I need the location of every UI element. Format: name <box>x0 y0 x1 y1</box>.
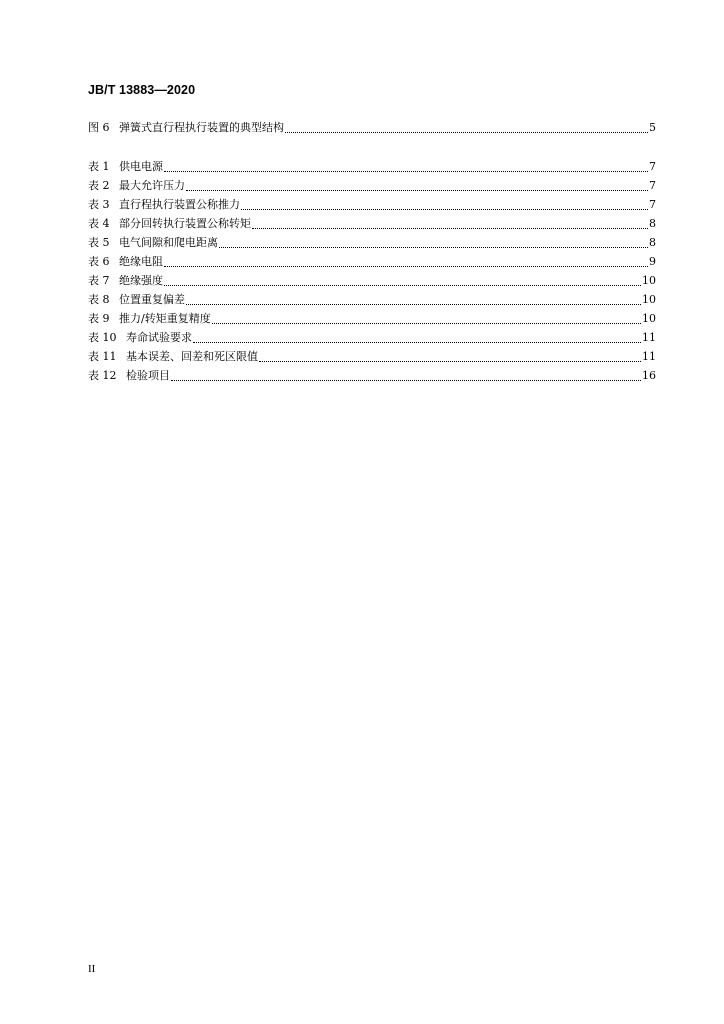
toc-entry-page: 9 <box>649 255 656 268</box>
toc-entry <box>88 272 656 290</box>
toc-entry-title: 位置重复偏差 <box>119 293 185 306</box>
toc-entry-page: 10 <box>642 293 656 306</box>
toc-entry-number: 图 6 <box>88 121 110 134</box>
toc-entry <box>88 158 656 176</box>
toc-entry <box>88 196 656 214</box>
toc-entry-number: 表 6 <box>88 255 110 268</box>
leader-dots <box>285 123 648 133</box>
leader-dots <box>186 295 641 305</box>
toc-entry <box>88 215 656 233</box>
leader-dots <box>164 257 648 267</box>
leader-dots <box>241 200 648 210</box>
toc-entry <box>88 291 656 309</box>
standard-number: JB/T 13883—2020 <box>88 83 196 97</box>
toc-entry-page: 11 <box>642 350 656 363</box>
toc-entry-number: 表 8 <box>88 293 110 306</box>
toc-entry-number: 表 3 <box>88 198 110 211</box>
toc-entry-page: 7 <box>649 198 656 211</box>
toc-entry-page: 11 <box>642 331 656 344</box>
toc-entry-number: 表 4 <box>88 217 110 230</box>
toc-entry <box>88 177 656 195</box>
toc-entry <box>88 329 656 347</box>
toc-entry-title: 推力/转矩重复精度 <box>119 312 211 325</box>
toc-entry <box>88 348 656 366</box>
toc-entry-number: 表 10 <box>88 331 117 344</box>
toc-entry-title: 基本误差、回差和死区限值 <box>126 350 258 363</box>
toc-entry-page: 16 <box>642 369 656 382</box>
toc-entry <box>88 234 656 252</box>
page-number: II <box>88 963 96 975</box>
toc-entry <box>88 310 656 328</box>
toc-entry-title: 寿命试验要求 <box>126 331 192 344</box>
leader-dots <box>259 352 641 362</box>
toc-entry-title: 绝缘强度 <box>119 274 163 287</box>
toc-entry-number: 表 11 <box>88 350 117 363</box>
toc-entry-page: 5 <box>649 121 656 134</box>
toc-entry-title: 电气间隙和爬电距离 <box>119 236 218 249</box>
toc-entry-number: 表 12 <box>88 369 117 382</box>
toc-entry-title: 弹簧式直行程执行装置的典型结构 <box>119 121 284 134</box>
toc-entry-page: 10 <box>642 274 656 287</box>
toc-entry-page: 7 <box>649 160 656 173</box>
toc-entry-number: 表 2 <box>88 179 110 192</box>
toc-entry-number: 表 1 <box>88 160 110 173</box>
leader-dots <box>164 162 648 172</box>
leader-dots <box>164 276 641 286</box>
toc-entry-page: 8 <box>649 236 656 249</box>
leader-dots <box>212 314 641 324</box>
toc-entry-title: 部分回转执行装置公称转矩 <box>119 217 251 230</box>
toc-entry-page: 7 <box>649 179 656 192</box>
leader-dots <box>193 333 641 343</box>
toc-entry <box>88 253 656 271</box>
toc-entry-title: 绝缘电阻 <box>119 255 163 268</box>
toc-entry-page: 10 <box>642 312 656 325</box>
toc-entry-title: 检验项目 <box>126 369 170 382</box>
leader-dots <box>186 181 648 191</box>
leader-dots <box>219 238 648 248</box>
leader-dots <box>171 371 641 381</box>
toc-entry-title: 供电电源 <box>119 160 163 173</box>
toc-entry-number: 表 9 <box>88 312 110 325</box>
toc-entry-number: 表 5 <box>88 236 110 249</box>
toc-entry-page: 8 <box>649 217 656 230</box>
toc-entry-title: 最大允许压力 <box>119 179 185 192</box>
toc-entry-title: 直行程执行装置公称推力 <box>119 198 240 211</box>
toc-entry-number: 表 7 <box>88 274 110 287</box>
toc-entry <box>88 119 656 137</box>
toc-entry <box>88 367 656 385</box>
leader-dots <box>252 219 648 229</box>
